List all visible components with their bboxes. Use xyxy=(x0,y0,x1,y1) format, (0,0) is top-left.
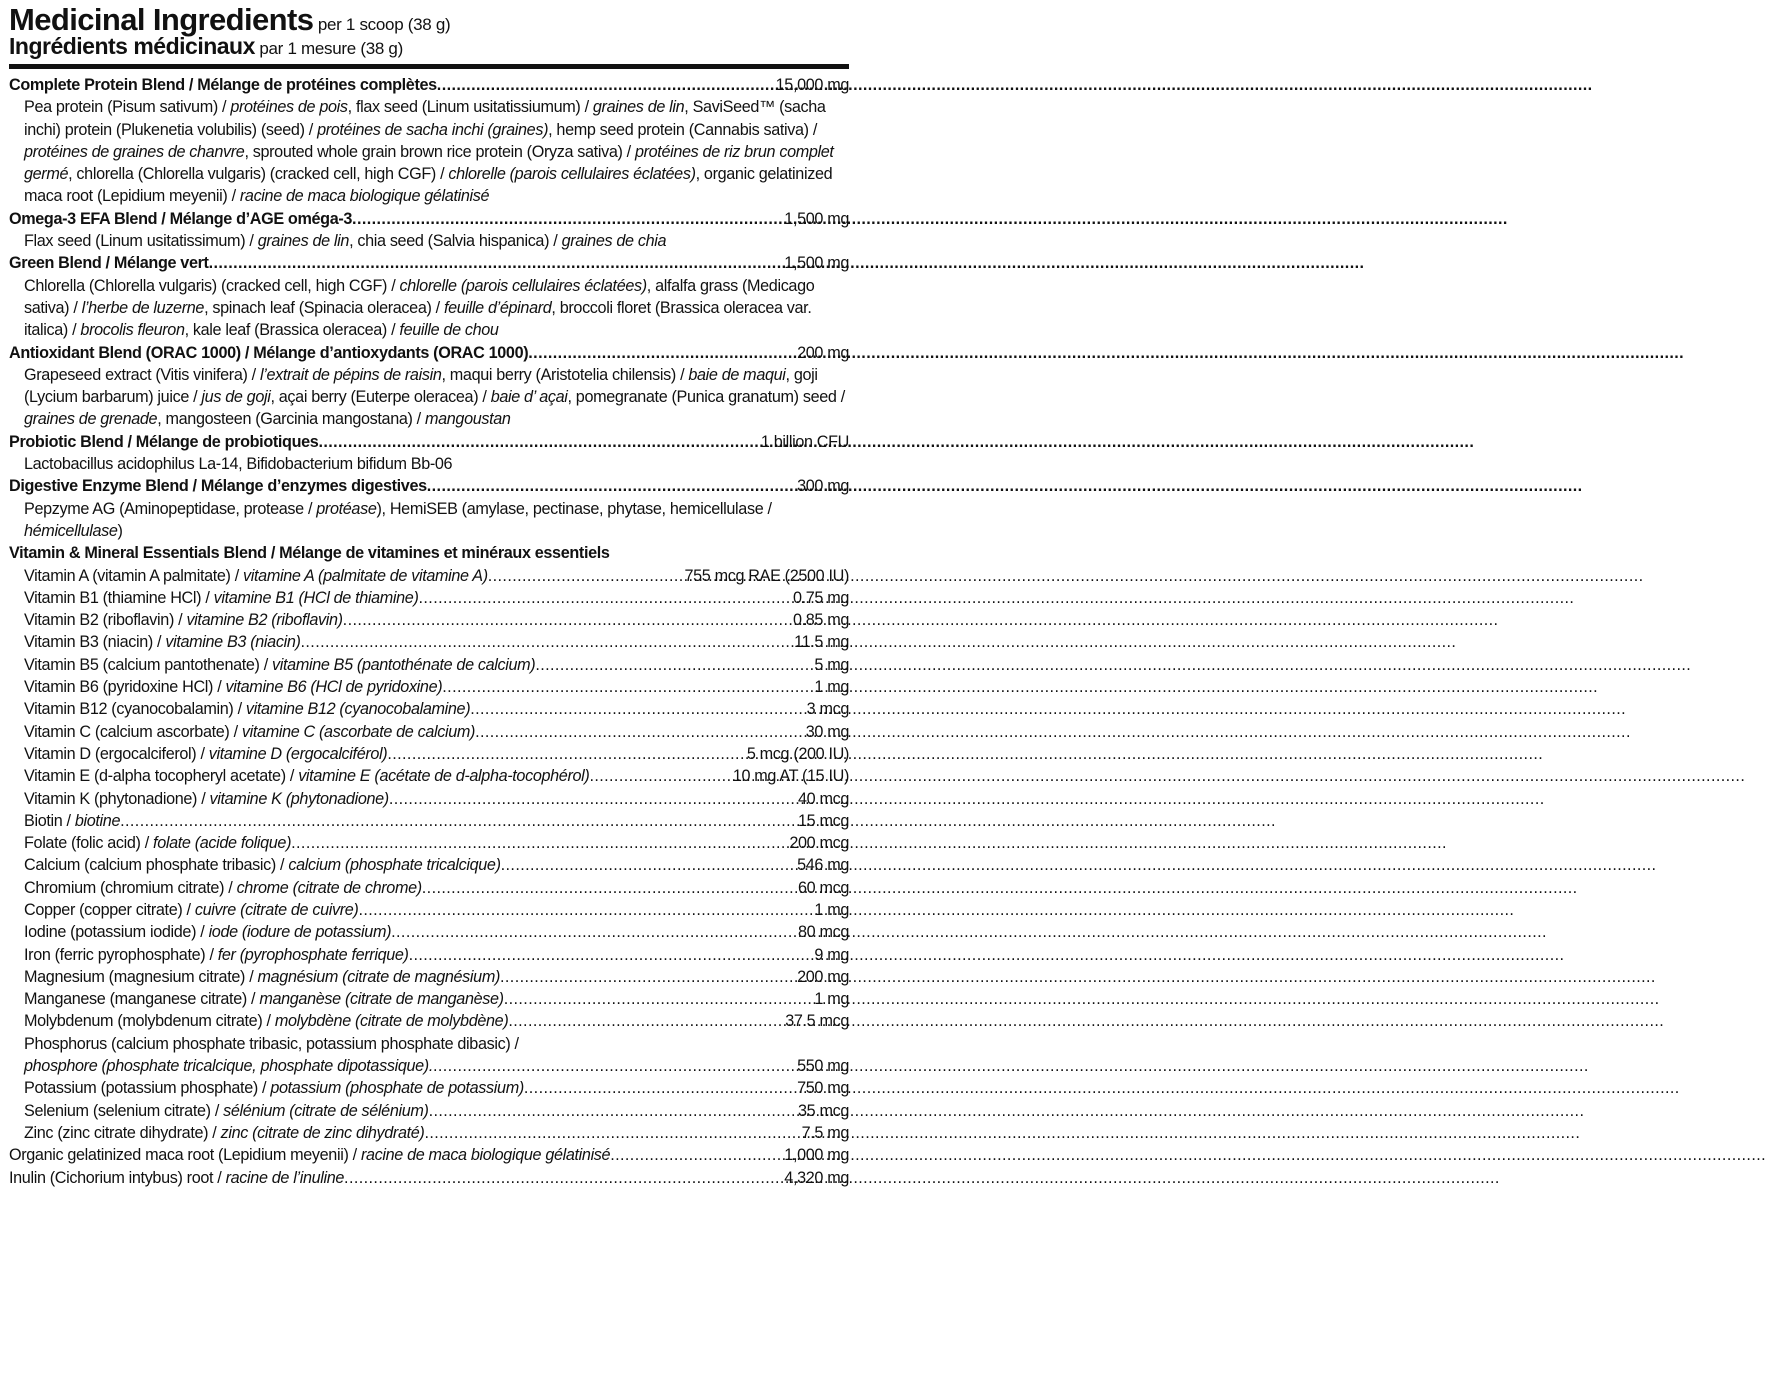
ingredient-fr-name: chrome (citrate de chrome) xyxy=(236,878,422,897)
blend-name: Complete Protein Blend / Mélange de protéines complètes xyxy=(9,76,437,94)
ingredient-row xyxy=(9,921,849,943)
leader-dots xyxy=(391,921,797,943)
leader-dots xyxy=(488,565,684,587)
ingredient-row xyxy=(9,1100,849,1122)
ingredient-name xyxy=(24,988,504,1010)
ingredient-row xyxy=(9,899,849,921)
vitamin-blend-heading: Vitamin & Mineral Essentials Blend / Mélange de vitamines et minéraux essentiels xyxy=(9,544,610,563)
ingredient-name xyxy=(24,899,358,921)
ingredient-name xyxy=(24,877,422,899)
ingredient-fr-name: vitamine K (phytonadione) xyxy=(209,789,389,808)
leader-dots xyxy=(429,1100,797,1122)
ingredient-amount: 30 mg xyxy=(805,722,849,741)
ingredient-fr-name: vitamine B3 (niacin) xyxy=(165,633,301,652)
ingredient-fr-name: vitamine B12 (cyanocobalamine) xyxy=(245,700,471,719)
leader-dots xyxy=(343,609,792,631)
ingredient-fr-name: phosphore (phosphate tricalcique, phosphate dipotassique). xyxy=(24,1057,433,1076)
ingredient-row xyxy=(9,944,849,966)
ingredient-row xyxy=(9,654,849,676)
blend-row-antioxidant xyxy=(9,342,849,364)
vitamin-list xyxy=(9,565,849,1033)
ingredient-en-name: Iron (ferric pyrophosphate) / xyxy=(24,945,218,964)
ingredient-fr-name: iode (iodure de potassium) xyxy=(208,923,392,942)
ingredient-amount: 37.5 mcg xyxy=(785,1012,849,1031)
ingredient-en-name: Vitamin K (phytonadione) / xyxy=(24,789,210,808)
ingredient-fr-name: vitamine D (ergocalciférol) xyxy=(208,744,388,763)
phosphorus-label: Phosphorus (calcium phosphate tribasic, potassium phosphate dibasic) / xyxy=(24,1034,519,1053)
ingredient-fr-name: biotine xyxy=(74,811,121,830)
ingredient-en-name: Vitamin B3 (niacin) / xyxy=(24,633,166,652)
ingredient-fr-name: calcium (phosphate tricalcique) xyxy=(288,856,501,875)
per-scoop-fr: par 1 mesure (38 g) xyxy=(259,39,403,58)
ingredient-row xyxy=(9,966,849,988)
ingredient-fr-name: folate (acide folique) xyxy=(153,834,292,853)
blend-amount: 300 mg xyxy=(797,477,849,496)
leader-dots xyxy=(427,475,796,497)
leader-dots xyxy=(318,431,759,453)
ingredient-amount: 60 mcg xyxy=(798,878,849,897)
blend-amount: 1,500 mg xyxy=(784,209,849,228)
ingredient-name xyxy=(24,944,409,966)
ingredient-name xyxy=(24,1077,524,1099)
ingredient-name xyxy=(24,1100,429,1122)
ingredient-row xyxy=(9,1167,849,1189)
ingredient-en-name: Vitamin B2 (riboflavin) / xyxy=(24,611,187,630)
blend-description-enzyme: Pepzyme AG (Aminopeptidase, protease / protéase), HemiSEB (amylase, pectinase, phytase, hemicellulase / hémicellulase) xyxy=(24,499,772,540)
blend-row-enzyme xyxy=(9,475,849,497)
blend-description-probiotic: Lactobacillus acidophilus La-14, Bifidobacterium bifidum Bb-06 xyxy=(24,455,453,474)
ingredient-amount: 15 mcg xyxy=(798,811,849,830)
ingredient-fr-name: potassium (phosphate de potassium) xyxy=(270,1079,524,1098)
ingredient-name xyxy=(24,698,470,720)
leader-dots xyxy=(524,1077,796,1099)
leader-dots xyxy=(422,877,797,899)
ingredient-name xyxy=(24,1010,508,1032)
ingredient-en-name: Iodine (potassium iodide) / xyxy=(24,923,209,942)
blend-description-omega: Flax seed (Linum usitatissimum) / graines de lin, chia seed (Salvia hispanica) / graines de chia xyxy=(24,232,667,251)
blend-name: Antioxidant Blend (ORAC 1000) / Mélange d’antioxydants (ORAC 1000) xyxy=(9,343,529,362)
leader-dots xyxy=(344,1167,783,1189)
per-scoop-en: per 1 scoop (38 g) xyxy=(317,15,451,34)
blend-description-antioxidant: Grapeseed extract (Vitis vinifera) / l’extrait de pépins de raisin, maqui berry (Aristotelia chilensis) / baie de maqui, goji (Lycium barbarum) juice / jus de goji, açai berry (Euterpe oleracea) / baie d’ açai, pomegranate (Punica granatum) seed / graines de grenade, mangosteen (Garcinia mangostana) / mangoustan xyxy=(24,365,845,429)
ingredient-amount: 9 mg xyxy=(814,945,849,964)
ingredient-en-name: Organic gelatinized maca root (Lepidium meyenii) / xyxy=(9,1146,361,1165)
ingredient-amount: 80 mcg xyxy=(798,923,849,942)
ingredient-amount: 3 mcg xyxy=(806,700,849,719)
ingredient-fr-name: vitamine C (ascorbate de calcium) xyxy=(241,722,476,741)
ingredient-row xyxy=(9,698,849,720)
leader-dots xyxy=(301,631,794,653)
blend-row-omega xyxy=(9,208,849,230)
ingredient-en-name: Vitamin B1 (thiamine HCl) / xyxy=(24,588,214,607)
ingredient-en-name: Manganese (manganese citrate) / xyxy=(24,990,260,1009)
ingredient-en-name: Vitamin B6 (pyridoxine HCl) / xyxy=(24,678,226,697)
ingredient-fr-name: fer (pyrophosphate ferrique) xyxy=(217,945,409,964)
leader-dots xyxy=(409,944,814,966)
ingredient-en-name: Zinc (zinc citrate dihydrate) / xyxy=(24,1123,221,1142)
ingredient-row xyxy=(9,631,849,653)
leader-dots xyxy=(291,832,788,854)
ingredient-name xyxy=(24,587,419,609)
ingredient-amount: 200 mg xyxy=(797,967,849,986)
blend-amount: 1 billion CFU xyxy=(760,432,849,451)
ingredient-amount: 550 mg xyxy=(797,1057,849,1076)
ingredient-en-name: Vitamin B5 (calcium pantothenate) / xyxy=(24,655,273,674)
blend-name: Digestive Enzyme Blend / Mélange d’enzymes digestives xyxy=(9,477,427,496)
ingredient-fr-name: magnésium (citrate de magnésium) xyxy=(257,967,501,986)
ingredient-name xyxy=(9,1167,344,1189)
ingredient-amount: 7.5 mg xyxy=(801,1123,849,1142)
ingredient-amount: 546 mg xyxy=(797,856,849,875)
title-en-text: Medicinal Ingredients xyxy=(9,2,314,37)
blend-description-protein: Pea protein (Pisum sativum) / protéines de pois, flax seed (Linum usitatissiumum) / graines de lin, SaviSeed™ (sacha inchi) protein (Plukenetia volubilis) (seed) / protéines de sacha inchi (graines), hemp seed protein (Cannabis sativa) / protéines de graines de chanvre, sprouted whole grain brown rice protein (Oryza sativa) / protéines de riz brun complet germé, chlorella (Chlorella vulgaris) (cracked cell, high CGF) / chlorelle (parois cellulaires éclatées), organic gelatinized maca root (Lepidium meyenii) / racine de maca biologique gélatinisé xyxy=(24,98,834,206)
ingredient-name xyxy=(24,743,387,765)
ingredient-row xyxy=(9,854,849,876)
ingredient-en-name: Magnesium (magnesium citrate) / xyxy=(24,967,258,986)
ingredient-fr-name: vitamine B6 (HCl de pyridoxine) xyxy=(225,678,443,697)
ingredient-amount: 0.85 mg xyxy=(792,611,849,630)
ingredient-amount: 0.75 mg xyxy=(792,588,849,607)
ingredient-amount: 10 mg AT (15 IU) xyxy=(732,767,849,786)
ingredient-name xyxy=(24,631,301,653)
ingredient-fr-name: racine de l’inuline xyxy=(225,1168,345,1187)
ingredient-amount: 35 mcg xyxy=(798,1101,849,1120)
other-ingredient-list xyxy=(9,1144,849,1189)
ingredient-amount: 11.5 mg xyxy=(794,633,849,652)
ingredient-amount: 5 mcg (200 IU) xyxy=(746,744,849,763)
ingredient-en-name: Vitamin D (ergocalciferol) / xyxy=(24,744,209,763)
ingredient-amount: 755 mcg RAE (2500 IU) xyxy=(684,566,849,585)
title-english xyxy=(9,4,849,35)
ingredient-en-name: Vitamin B12 (cyanocobalamin) / xyxy=(24,700,246,719)
ingredient-row xyxy=(9,587,849,609)
leader-dots xyxy=(419,587,792,609)
ingredient-amount: 200 mcg xyxy=(789,834,849,853)
blend-description-green: Chlorella (Chlorella vulgaris) (cracked cell, high CGF) / chlorelle (parois cellulaires éclatées), alfalfa grass (Medicago sativa) / l’herbe de luzerne, spinach leaf (Spinacia oleracea) / feuille d’épinard, broccoli floret (Brassica oleracea var. italica) / brocolis fleuron, kale leaf (Brassica oleracea) / feuille de chou xyxy=(24,276,815,340)
ingredient-name xyxy=(24,810,120,832)
ingredients-panel xyxy=(0,0,857,1189)
blend-row-protein xyxy=(9,74,849,96)
blend-row-green xyxy=(9,252,849,274)
ingredient-fr-name: sélénium (citrate de sélénium) xyxy=(223,1101,429,1120)
ingredient-amount: 750 mg xyxy=(797,1079,849,1098)
ingredient-amount: 1,000 mg xyxy=(784,1146,849,1165)
ingredient-name xyxy=(24,1122,424,1144)
ingredient-row xyxy=(9,1010,849,1032)
ingredient-fr-name: vitamine B2 (riboflavin) xyxy=(186,611,343,630)
ingredient-en-name: Copper (copper citrate) / xyxy=(24,900,195,919)
ingredient-name xyxy=(24,966,500,988)
leader-dots xyxy=(501,854,796,876)
ingredient-name xyxy=(24,765,589,787)
blend-name: Probiotic Blend / Mélange de probiotiques xyxy=(9,432,319,451)
ingredient-en-name: Chromium (chromium citrate) / xyxy=(24,878,237,897)
ingredient-en-name: Molybdenum (molybdenum citrate) / xyxy=(24,1012,275,1031)
ingredient-name xyxy=(24,654,535,676)
ingredient-row xyxy=(9,810,849,832)
leader-dots xyxy=(610,1144,783,1166)
heavy-divider xyxy=(9,64,849,69)
ingredient-row xyxy=(9,743,849,765)
ingredient-row xyxy=(9,1122,849,1144)
ingredient-en-name: Vitamin C (calcium ascorbate) / xyxy=(24,722,242,741)
blend-amount: 1,500 mg xyxy=(784,254,849,273)
ingredient-amount: 4,320 mg xyxy=(784,1168,849,1187)
ingredient-fr-name: racine de maca biologique gélatinisé xyxy=(360,1146,611,1165)
ingredient-en-name: Folate (folic acid) / xyxy=(24,834,154,853)
ingredient-fr-name: zinc (citrate de zinc dihydraté) xyxy=(220,1123,425,1142)
leader-dots xyxy=(504,988,814,1010)
ingredient-fr-name: vitamine E (acétate de d-alpha-tocophérol) xyxy=(298,767,590,786)
ingredient-name xyxy=(24,609,343,631)
leader-dots xyxy=(424,1122,800,1144)
ingredient-fr-name: vitamine A (palmitate de vitamine A) xyxy=(243,566,488,585)
blend-amount: 15,000 mg xyxy=(775,76,849,94)
ingredient-en-name: Potassium (potassium phosphate) / xyxy=(24,1079,271,1098)
ingredient-name xyxy=(24,832,291,854)
ingredient-row xyxy=(9,676,849,698)
ingredient-en-name: Vitamin A (vitamin A palmitate) / xyxy=(24,566,244,585)
leader-dots xyxy=(528,342,796,364)
leader-dots xyxy=(433,1055,796,1077)
ingredient-fr-name: manganèse (citrate de manganèse) xyxy=(259,990,504,1009)
ingredient-amount: 40 mcg xyxy=(798,789,849,808)
ingredient-row xyxy=(9,765,849,787)
ingredient-name xyxy=(24,788,389,810)
ingredient-fr-name: cuivre (citrate de cuivre) xyxy=(194,900,359,919)
ingredient-row xyxy=(9,721,849,743)
leader-dots xyxy=(389,788,797,810)
leader-dots xyxy=(475,721,805,743)
leader-dots xyxy=(358,899,813,921)
leader-dots xyxy=(437,74,775,96)
blend-name: Green Blend / Mélange vert xyxy=(9,254,209,273)
ingredient-row xyxy=(9,788,849,810)
ingredient-en-name: Biotin / xyxy=(24,811,75,830)
leader-dots xyxy=(442,676,813,698)
blend-amount: 200 mg xyxy=(797,343,849,362)
ingredient-amount: 5 mg xyxy=(814,655,849,674)
ingredient-row xyxy=(9,832,849,854)
ingredient-en-name: Selenium (selenium citrate) / xyxy=(24,1101,224,1120)
leader-dots xyxy=(589,765,731,787)
leader-dots xyxy=(209,252,784,274)
phosphorus-row xyxy=(9,1055,849,1077)
leader-dots xyxy=(500,966,796,988)
ingredient-en-name: Calcium (calcium phosphate tribasic) / xyxy=(24,856,289,875)
ingredient-name xyxy=(24,854,501,876)
ingredient-en-name: Inulin (Cichorium intybus) root / xyxy=(9,1168,226,1187)
ingredient-list xyxy=(9,74,849,1189)
leader-dots xyxy=(352,208,783,230)
leader-dots xyxy=(470,698,805,720)
ingredient-row xyxy=(9,565,849,587)
leader-dots xyxy=(535,654,813,676)
ingredient-en-name: Vitamin E (d-alpha tocopheryl acetate) / xyxy=(24,767,299,786)
vitamin-tail-list xyxy=(9,1077,849,1144)
title-fr-text: Ingrédients médicinaux xyxy=(9,33,255,59)
leader-dots xyxy=(120,810,797,832)
ingredient-row xyxy=(9,877,849,899)
ingredient-name xyxy=(24,721,475,743)
blend-row-probiotic xyxy=(9,431,849,453)
ingredient-name xyxy=(24,676,442,698)
ingredient-row xyxy=(9,988,849,1010)
leader-dots xyxy=(508,1010,784,1032)
title-french xyxy=(9,35,849,58)
ingredient-name xyxy=(9,1144,610,1166)
ingredient-row xyxy=(9,609,849,631)
ingredient-amount: 1 mg xyxy=(814,990,849,1009)
blend-name: Omega-3 EFA Blend / Mélange d’AGE oméga-3 xyxy=(9,209,353,228)
ingredient-fr-name: vitamine B5 (pantothénate de calcium) xyxy=(272,655,536,674)
ingredient-fr-name: molybdène (citrate de molybdène) xyxy=(274,1012,509,1031)
ingredient-amount: 1 mg xyxy=(814,678,849,697)
ingredient-row xyxy=(9,1077,849,1099)
leader-dots xyxy=(387,743,746,765)
ingredient-fr-name: vitamine B1 (HCl de thiamine) xyxy=(213,588,419,607)
ingredient-name xyxy=(24,921,391,943)
ingredient-row xyxy=(9,1144,849,1166)
ingredient-amount: 1 mg xyxy=(814,900,849,919)
ingredient-name xyxy=(24,565,488,587)
